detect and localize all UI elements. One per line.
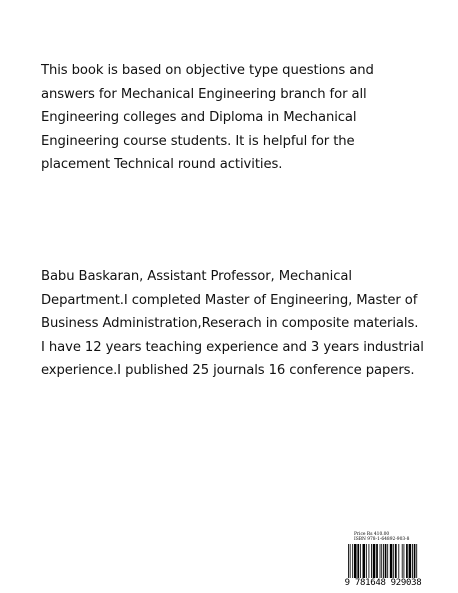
- author-bio-line: Department.I completed Master of Engineering, Master of: [41, 292, 418, 308]
- author-bio-line: I have 12 years teaching experience and 3 years industrial: [41, 339, 424, 355]
- barcode-bar: [363, 544, 366, 578]
- barcode-bar: [409, 544, 412, 578]
- barcode-bar: [416, 544, 417, 578]
- barcode-bar: [383, 544, 384, 578]
- barcode-bar: [403, 544, 404, 578]
- barcode-bar: [368, 544, 369, 578]
- author-bio: [41, 265, 424, 383]
- price-label: Price Rs 410.00: [354, 532, 390, 537]
- barcode-bar: [398, 544, 399, 578]
- description-line: Engineering course students. It is helpful for the: [41, 133, 355, 149]
- barcode-bar: [414, 544, 416, 578]
- barcode-bar: [366, 544, 367, 578]
- description-line: This book is based on objective type questions and: [41, 63, 374, 78]
- barcode-bar: [354, 544, 357, 578]
- barcode-bar: [352, 544, 353, 578]
- author-bio-line: Babu Baskaran, Assistant Professor, Mechanical: [41, 269, 352, 284]
- barcode-bar: [385, 544, 387, 578]
- barcode-bar: [390, 544, 393, 578]
- barcode-bar: [393, 544, 394, 578]
- description-line: placement Technical round activities.: [41, 157, 283, 173]
- barcode-bar: [350, 544, 351, 578]
- barcode-bar: [371, 544, 372, 578]
- description-line: answers for Mechanical Engineering branch for all: [41, 86, 367, 102]
- barcode-bar: [402, 544, 403, 578]
- isbn-label: ISBN 978-1-64892-903-8: [354, 537, 410, 542]
- barcode-bar: [373, 544, 376, 578]
- author-bio-line: experience.I published 25 journals 16 conference papers.: [41, 363, 415, 379]
- author-bio-line: Business Administration,Reserach in composite materials.: [41, 316, 419, 332]
- barcode-bar: [380, 544, 381, 578]
- description-line: Engineering colleges and Diploma in Mechanical: [41, 110, 357, 126]
- barcode-bar: [357, 544, 359, 578]
- barcode-bar: [348, 544, 349, 578]
- barcode-bar: [395, 544, 397, 578]
- barcode-bar: [406, 544, 408, 578]
- barcode-digits: 9 781648 929038: [344, 578, 422, 588]
- barcode-bar: [376, 544, 378, 578]
- barcode-bar: [387, 544, 388, 578]
- barcode-bars: [348, 544, 418, 578]
- isbn-barcode: [336, 526, 430, 586]
- barcode-bar: [360, 544, 361, 578]
- book-description: [41, 59, 374, 177]
- barcode-bar: [412, 544, 413, 578]
- barcode-bar: [381, 544, 382, 578]
